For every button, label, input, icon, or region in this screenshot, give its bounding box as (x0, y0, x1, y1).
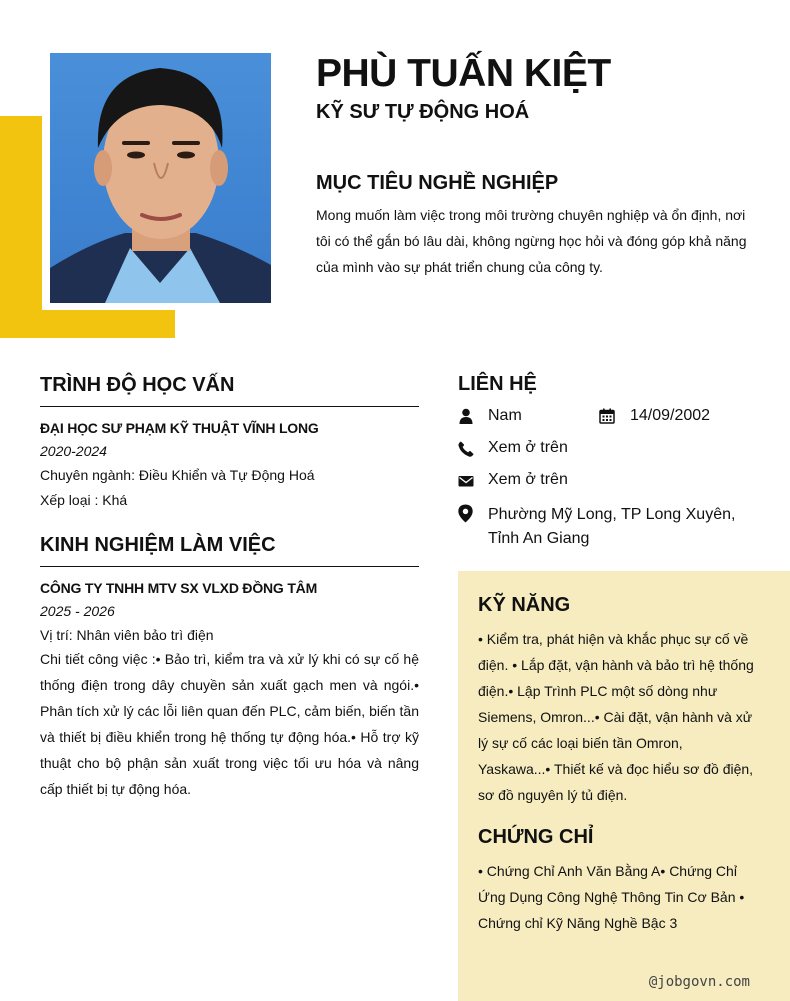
contact-gender: Nam (488, 407, 522, 424)
education-school: ĐẠI HỌC SƯ PHẠM KỸ THUẬT VĨNH LONG (40, 420, 319, 436)
experience-position: Vị trí: Nhân viên bảo trì điện (40, 627, 214, 643)
contact-phone: Xem ở trên (488, 439, 568, 456)
education-major: Chuyên ngành: Điều Khiển và Tự Động Hoá (40, 467, 315, 483)
contact-address: Phường Mỹ Long, TP Long Xuyên, Tỉnh An Giang (488, 506, 736, 547)
calendar-icon (599, 408, 615, 424)
education-section (40, 374, 419, 508)
experience-company: CÔNG TY TNHH MTV SX VLXD ĐỒNG TÂM (40, 580, 318, 596)
objective-text: Mong muốn làm việc trong môi trường chuyên nghiệp và ổn định, nơi tôi có thể gắn bó lâu dài, không ngừng học hỏi và đóng góp khả năng của mình vào sự phát triển chung của công ty. (316, 207, 747, 275)
job-title: KỸ SƯ TỰ ĐỘNG HOÁ (316, 101, 530, 123)
location-pin-icon (457, 504, 474, 523)
phone-icon (458, 441, 474, 457)
candidate-name: PHÙ TUẤN KIỆT (316, 52, 611, 95)
experience-divider (40, 566, 419, 567)
skills-panel (458, 571, 790, 1001)
experience-section (40, 534, 419, 802)
objective-heading: MỤC TIÊU NGHỀ NGHIỆP (316, 172, 559, 194)
certificates-heading: CHỨNG CHỈ (478, 826, 594, 848)
education-years: 2020-2024 (40, 443, 107, 459)
education-divider (40, 406, 419, 407)
certificates-text: • Chứng Chỉ Anh Văn Bằng A• Chứng Chỉ Ứng Dụng Công Nghệ Thông Tin Cơ Bản • Chứng chỉ Kỹ Năng Nghề Bậc 3 (478, 863, 745, 931)
experience-details: Chi tiết công việc :• Bảo trì, kiểm tra và xử lý khi có sự cố hệ thống điện trong dây chuyền sản xuất gạch men và ngói.• Phân tích xử lý các lỗi liên quan đến PLC, cảm biến, biến tần và thiết bị điều khiển trong hệ thống tự động hóa.• Hỗ trợ kỹ thuật cho bộ phận sản xuất trong việc tối ưu hóa và nâng cấp thiết bị tự động hóa. (40, 651, 419, 797)
watermark: @jobgovn.com (648, 974, 750, 990)
education-heading: TRÌNH ĐỘ HỌC VẤN (40, 374, 235, 396)
profile-photo (50, 53, 271, 303)
accent-block-horizontal (0, 310, 175, 338)
experience-years: 2025 - 2026 (40, 603, 115, 619)
experience-heading: KINH NGHIỆM LÀM VIỆC (40, 534, 276, 556)
accent-block-vertical (0, 116, 42, 338)
envelope-icon (458, 473, 474, 489)
skills-text: • Kiểm tra, phát hiện và khắc phục sự cố về điện. • Lắp đặt, vận hành và bảo trì hệ thống điện.• Lập Trình PLC một số dòng như Siemens, Omron...• Cài đặt, vận hành và xử lý sự cố các loại biến tần Omron, Yaskawa...• Thiết kế và đọc hiểu sơ đồ điện, sơ đồ nguyên lý tủ điện. (478, 631, 754, 803)
skills-heading: KỸ NĂNG (478, 594, 571, 616)
person-icon (458, 408, 474, 424)
contact-birthday: 14/09/2002 (630, 407, 711, 424)
education-grade: Xếp loại : Khá (40, 492, 128, 508)
contact-heading: LIÊN HỆ (458, 373, 537, 395)
contact-email: Xem ở trên (488, 471, 568, 488)
